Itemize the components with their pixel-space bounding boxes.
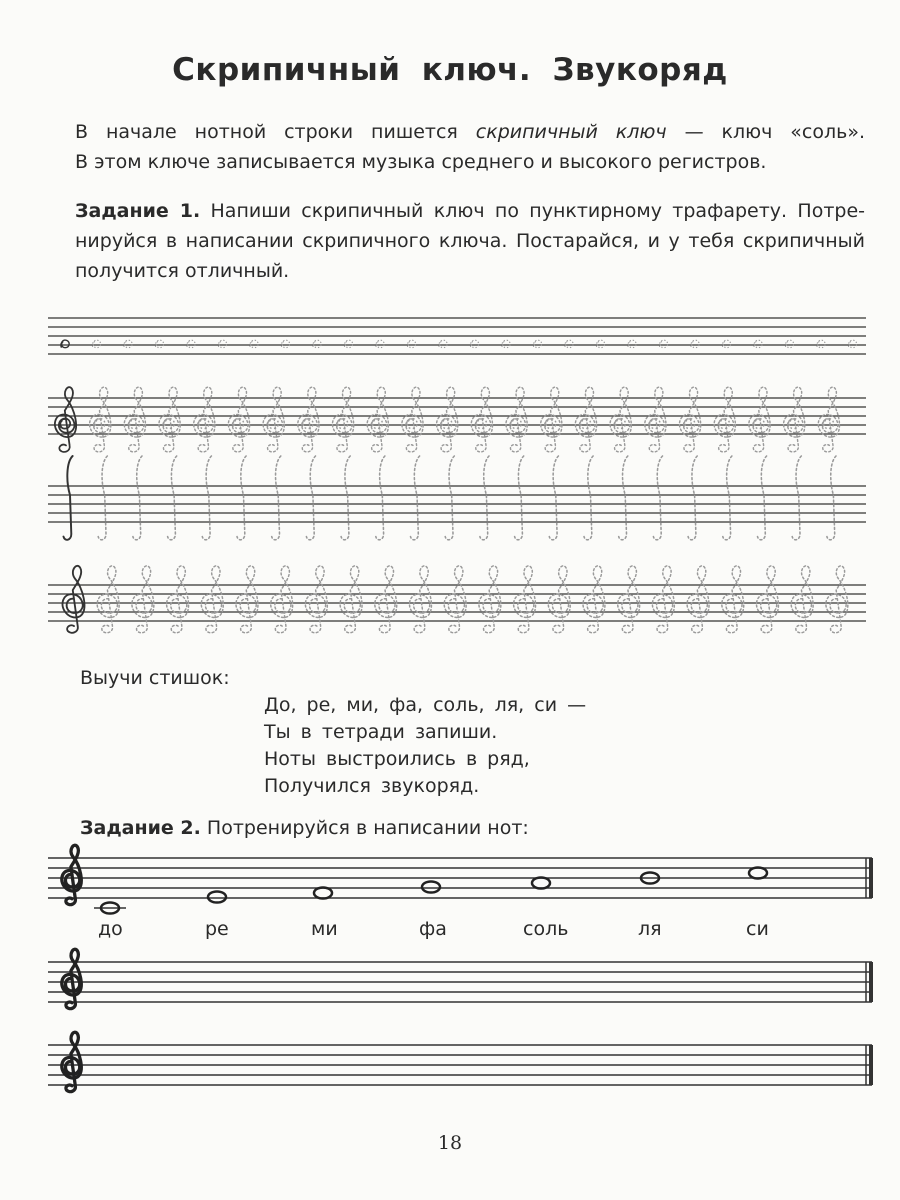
treble-clef-icon	[62, 1032, 81, 1091]
clef-trace-template	[155, 340, 163, 348]
clef-trace-template	[785, 340, 793, 348]
treble-clef-icon	[61, 340, 69, 348]
note-name-mi: ми	[311, 918, 338, 940]
note-si	[749, 868, 767, 879]
clef-trace-template	[228, 387, 249, 452]
task1-line1-text: Напиши скрипичный ключ по пунктирному трафарету. Потре-	[200, 200, 865, 222]
clef-trace-template	[723, 456, 732, 540]
clef-trace-template	[375, 566, 397, 633]
clef-trace-template	[784, 387, 805, 452]
note-name-sol: соль	[523, 918, 569, 940]
clef-trace-template	[236, 566, 258, 633]
poem	[264, 692, 586, 800]
trace-staff-2	[48, 387, 866, 452]
clef-trace-template	[187, 340, 195, 348]
clef-trace-template	[679, 387, 700, 452]
page-title: Скрипичный ключ. Звукоряд	[172, 52, 728, 88]
clef-trace-template	[218, 340, 226, 348]
practice-staff-1	[48, 949, 872, 1008]
clef-trace-template	[132, 566, 154, 633]
clef-trace-template	[167, 566, 189, 633]
clef-trace-template	[340, 566, 362, 633]
clef-trace-template	[749, 387, 770, 452]
clef-trace-template	[754, 340, 762, 348]
clef-trace-template	[541, 387, 562, 452]
clef-trace-template	[250, 340, 258, 348]
clef-trace-template	[659, 340, 667, 348]
clef-trace-template	[376, 340, 384, 348]
clef-trace-template	[792, 456, 801, 540]
clef-trace-template	[470, 340, 478, 348]
clef-trace-template	[714, 387, 735, 452]
task1-line3: получится отличный.	[75, 260, 290, 282]
note-name-si: си	[746, 918, 769, 940]
clef-trace-template	[444, 566, 466, 633]
poem-line: Ты в тетради запиши.	[264, 721, 498, 743]
clef-trace-template	[409, 566, 431, 633]
clef-trace-template	[168, 456, 177, 540]
clef-trace-template	[271, 566, 293, 633]
clef-trace-template	[618, 566, 640, 633]
clef-trace-template	[791, 566, 813, 633]
clef-trace-template	[575, 387, 596, 452]
clef-trace-template	[471, 387, 492, 452]
poem-line: Ноты выстроились в ряд,	[264, 748, 530, 770]
clef-trace-template	[722, 340, 730, 348]
clef-trace-template	[565, 340, 573, 348]
clef-trace-template	[313, 340, 321, 348]
treble-clef-icon	[62, 949, 81, 1008]
task2-heading	[80, 817, 529, 839]
note-name-la: ля	[638, 918, 662, 940]
staff1-clef-trace	[61, 340, 857, 348]
page-number: 18	[437, 1132, 463, 1154]
clef-trace-template	[407, 340, 415, 348]
clef-trace-template	[506, 387, 527, 452]
clef-trace-template	[376, 456, 385, 540]
clef-trace-template	[272, 456, 281, 540]
trace-staff-3	[48, 456, 866, 540]
treble-clef-icon	[62, 566, 84, 633]
clef-trace-template	[756, 566, 778, 633]
note-mi	[314, 888, 332, 899]
clef-trace-template	[583, 566, 605, 633]
clef-trace-template	[549, 456, 558, 540]
task2-label: Задание 2.	[80, 817, 201, 839]
clef-trace-template	[97, 566, 119, 633]
clef-trace-template	[437, 387, 458, 452]
clef-trace-template	[298, 387, 319, 452]
clef-trace-template	[687, 566, 709, 633]
clef-trace-template	[305, 566, 327, 633]
clef-trace-template	[90, 387, 111, 452]
staff3-clef-trace	[64, 456, 837, 540]
learn-label: Выучи стишок:	[80, 667, 230, 689]
clef-trace-template	[367, 387, 388, 452]
clef-trace-template	[584, 456, 593, 540]
clef-trace-template	[263, 387, 284, 452]
clef-trace-template	[619, 456, 628, 540]
clef-trace-template	[98, 456, 107, 540]
clef-trace-template	[628, 340, 636, 348]
clef-trace-template	[332, 387, 353, 452]
note-name-re: ре	[205, 918, 229, 940]
clef-trace-template	[202, 456, 211, 540]
clef-trace-template	[533, 340, 541, 348]
task2-text: Потренируйся в написании нот:	[200, 817, 529, 839]
clef-trace-template	[92, 340, 100, 348]
clef-trace-template	[194, 387, 215, 452]
clef-trace-template	[548, 566, 570, 633]
task1-label: Задание 1.	[75, 200, 201, 222]
clef-trace-template	[133, 456, 142, 540]
clef-trace-template	[848, 340, 856, 348]
clef-trace-template	[124, 387, 145, 452]
treble-clef-icon	[64, 456, 73, 540]
staff4-clef-trace	[62, 566, 847, 633]
clef-trace-template	[818, 387, 839, 452]
clef-trace-template	[439, 340, 447, 348]
trace-staff-1	[48, 318, 866, 354]
note-fa	[422, 882, 440, 893]
treble-clef-icon	[62, 845, 81, 904]
clef-trace-template	[817, 340, 825, 348]
clef-trace-template	[344, 340, 352, 348]
clef-trace-template	[645, 387, 666, 452]
clef-trace-template	[652, 566, 674, 633]
clef-trace-template	[480, 456, 489, 540]
clef-trace-template	[306, 456, 315, 540]
clef-trace-template	[827, 456, 836, 540]
note-name-do: до	[98, 918, 123, 940]
intro-term: скрипичный ключ	[475, 121, 667, 143]
clef-trace-template	[722, 566, 744, 633]
treble-clef-icon	[55, 387, 76, 452]
clef-trace-template	[124, 340, 132, 348]
note-re	[208, 892, 226, 903]
clef-trace-template	[159, 387, 180, 452]
note-sol	[532, 878, 550, 889]
clef-trace-template	[411, 456, 420, 540]
intro-line1-end: — ключ «соль».	[666, 121, 865, 143]
clef-trace-template	[281, 340, 289, 348]
clef-trace-template	[758, 456, 767, 540]
clef-trace-template	[596, 340, 604, 348]
intro-line2: В этом ключе записывается музыка среднего и высокого регистров.	[75, 151, 767, 173]
clef-trace-template	[826, 566, 848, 633]
staff2-clef-trace	[55, 387, 840, 452]
clef-trace-template	[514, 566, 536, 633]
clef-trace-template	[237, 456, 246, 540]
clef-trace-template	[479, 566, 501, 633]
clef-trace-template	[201, 566, 223, 633]
clef-trace-template	[610, 387, 631, 452]
note-do	[94, 903, 126, 914]
clef-trace-template	[688, 456, 697, 540]
clef-trace-template	[515, 456, 524, 540]
practice-staff-2	[48, 1032, 872, 1091]
task1-line2: нируйся в написании скрипичного ключа. Постарайся, и у тебя скрипичный	[75, 230, 865, 252]
poem-line: До, ре, ми, фа, соль, ля, си —	[264, 694, 587, 716]
clef-trace-template	[691, 340, 699, 348]
trace-staff-4	[48, 566, 866, 633]
clef-trace-template	[653, 456, 662, 540]
intro-line1-start: В начале нотной строки пишется	[75, 121, 476, 143]
clef-trace-template	[341, 456, 350, 540]
poem-line: Получился звукоряд.	[264, 775, 480, 797]
clef-trace-template	[402, 387, 423, 452]
note-name-fa: фа	[419, 918, 447, 940]
clef-trace-template	[445, 456, 454, 540]
notes-staff	[48, 845, 872, 913]
clef-trace-template	[502, 340, 510, 348]
